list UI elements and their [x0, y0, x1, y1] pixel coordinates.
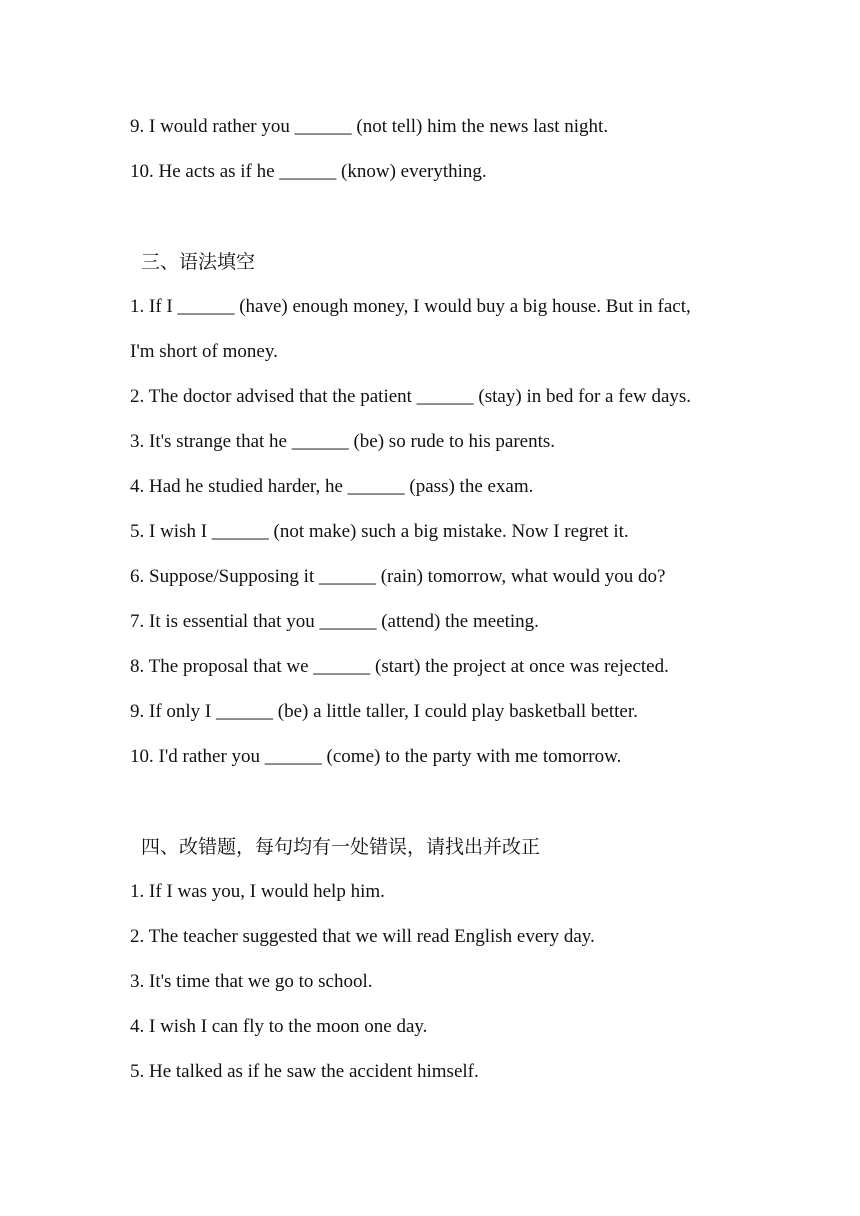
grammar-item-6: 6. Suppose/Supposing it ______ (rain) tomorrow, what would you do? — [130, 566, 666, 587]
grammar-item-9: 9. If only I ______ (be) a little taller, I could play basketball better. — [130, 701, 638, 722]
grammar-item-8: 8. The proposal that we ______ (start) the project at once was rejected. — [130, 656, 669, 677]
grammar-item-2: 2. The doctor advised that the patient ______ (stay) in bed for a few days. — [130, 386, 692, 407]
section-4-heading: 四、改错题，每句均有一处错误，请找出并改正 — [141, 836, 541, 858]
grammar-item-10: 10. I'd rather you ______ (come) to the party with me tomorrow. — [130, 746, 622, 767]
correction-item-2: 2. The teacher suggested that we will read English every day. — [130, 926, 595, 947]
exercise-item-9: 9. I would rather you ______ (not tell) him the news last night. — [130, 116, 609, 137]
grammar-item-1-line-2: I'm short of money. — [130, 341, 278, 362]
grammar-item-5: 5. I wish I ______ (not make) such a big mistake. Now I regret it. — [130, 521, 629, 542]
correction-item-1: 1. If I was you, I would help him. — [130, 881, 385, 902]
exercise-item-10: 10. He acts as if he ______ (know) everything. — [130, 161, 487, 182]
section-3-heading: 三、语法填空 — [141, 251, 256, 273]
grammar-item-1-line-1: 1. If I ______ (have) enough money, I would buy a big house. But in fact, — [130, 296, 691, 317]
grammar-item-3: 3. It's strange that he ______ (be) so rude to his parents. — [130, 431, 556, 452]
correction-item-5: 5. He talked as if he saw the accident himself. — [130, 1061, 479, 1082]
grammar-item-7: 7. It is essential that you ______ (attend) the meeting. — [130, 611, 539, 632]
grammar-item-4: 4. Had he studied harder, he ______ (pass) the exam. — [130, 476, 534, 497]
correction-item-4: 4. I wish I can fly to the moon one day. — [130, 1016, 428, 1037]
correction-item-3: 3. It's time that we go to school. — [130, 971, 373, 992]
